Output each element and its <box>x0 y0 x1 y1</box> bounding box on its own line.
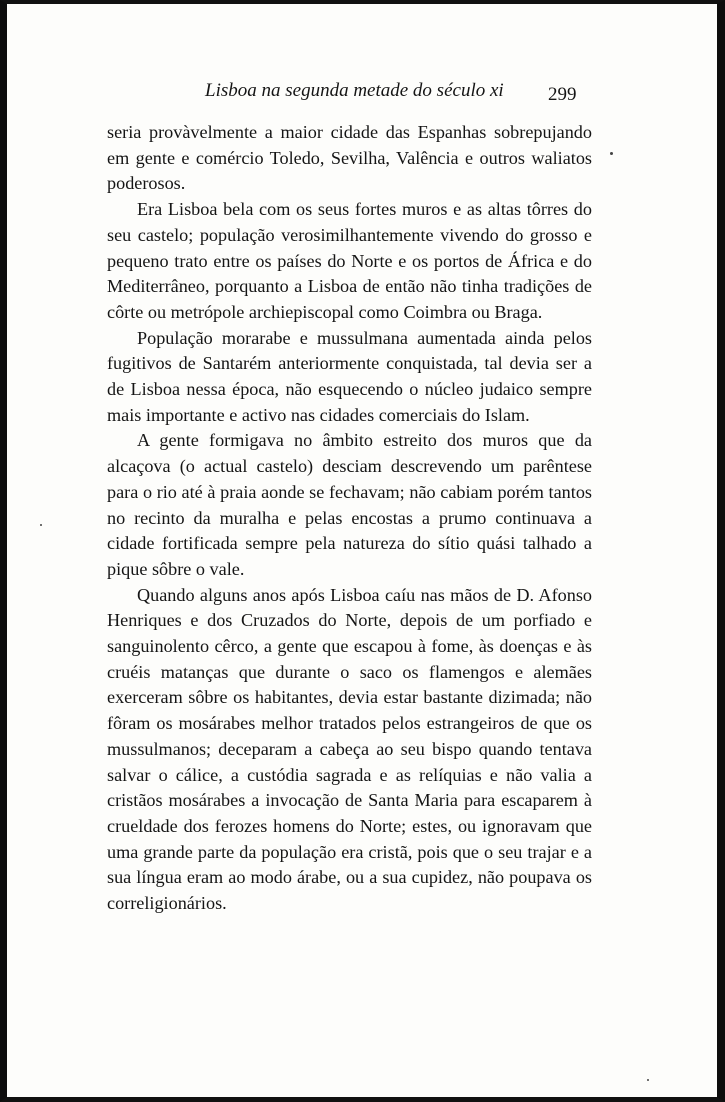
page-header <box>7 80 717 110</box>
paper-speck <box>40 524 42 526</box>
paper-speck <box>647 1079 649 1081</box>
paragraph-4: A gente formigava no âmbito estreito dos muros que da alcaçova (o actual castelo) desciam descrevendo um parêntese para o rio até à praia aonde se fechavam; não cabiam porém tantos no recinto da muralha e pelas encostas a prumo continuava a cidade fortificada sempre pela natureza do sítio quási talhado a pique sôbre o vale. <box>107 430 592 579</box>
paper-speck <box>610 152 613 155</box>
paragraph-2: Era Lisboa bela com os seus fortes muros e as altas tôrres do seu castelo; população verosimilhantemente vivendo do grosso e pequeno trato entre os países do Norte e os portos de África e do Mediterrâneo, porquanto a Lisboa de então não tinha tradições de côrte ou metrópole archiepiscopal como Coimbra ou Braga. <box>107 199 592 322</box>
paragraph-1: seria provàvelmente a maior cidade das Espanhas sobrepujando em gente e comércio Toledo, Sevilha, Valência e outros waliatos poderosos. <box>107 122 592 194</box>
paragraph-3: População morarabe e mussulmana aumentada ainda pelos fugitivos de Santarém anteriormente conquistada, tal devia ser a de Lisboa nessa época, não esquecendo o núcleo judaico sempre mais importante e activo nas cidades comerciais do Islam. <box>107 327 592 425</box>
page-number: 299 <box>548 84 577 105</box>
running-title: Lisboa na segunda metade do século xi <box>205 80 504 101</box>
body-text <box>107 120 592 917</box>
paragraph-5: Quando alguns anos após Lisboa caíu nas mãos de D. Afonso Henriques e dos Cruzados do Norte, depois de um porfiado e sanguinolento cêrco, a gente que escapou à fome, às doenças e às cruéis matanças que durante o saco os flamengos e alemães exerceram sôbre os habitantes, devia estar bastante dizimada; não fôram os mosárabes melhor tratados pelos estrangeiros de que os mussulmanos; deceparam a cabeça ao seu bispo quando tentava salvar o cálice, a custódia sagrada e as relíquias e não valia a cristãos mosárabes a invocação de Santa Maria para escaparem à crueldade dos ferozes homens do Norte; estes, ou ignoravam que uma grande parte da população era cristã, pois que o seu trajar e a sua língua eram ao modo árabe, ou a sua cupidez, não poupava os correligionários. <box>107 584 592 914</box>
